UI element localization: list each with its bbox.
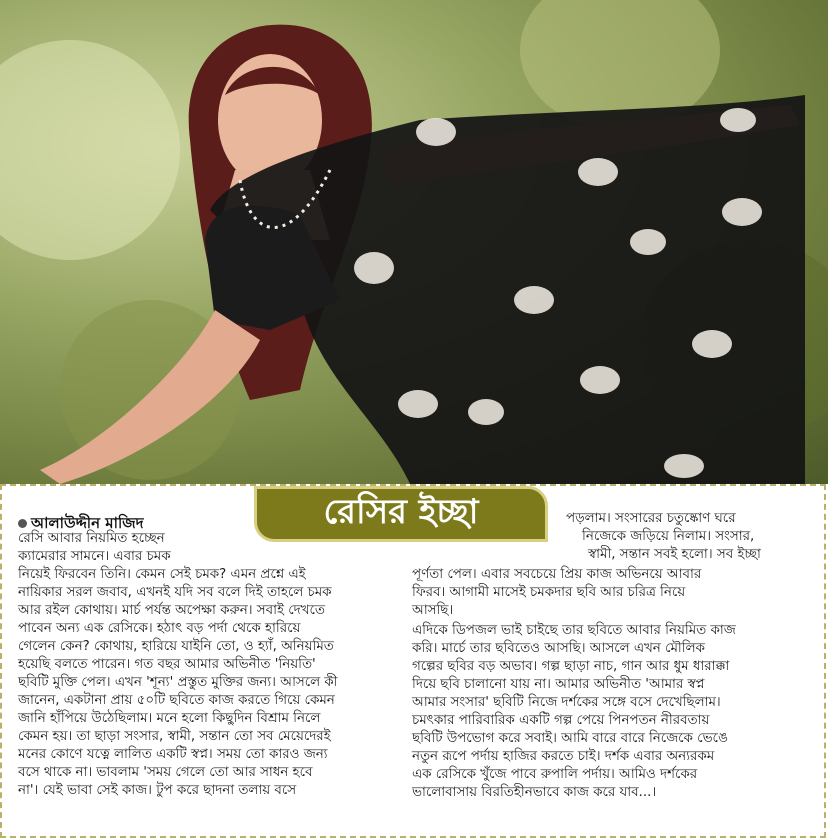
body-line: জানেন, একটানা প্রায় ৫০টি ছবিতে কাজ করতে গিয়ে কেমন [18, 693, 335, 708]
body-line: ছবিটি উপভোগ করে সবাই। আমি বারে বারে নিজেকে ভেঙে [412, 731, 728, 746]
article-title: রেসির ইচ্ছা [254, 486, 548, 542]
body-line: এদিকে ডিপজল ভাই চাইছে তার ছবিতে আবার নিয়মিত কাজ [412, 623, 736, 638]
body-line: পূর্ণতা পেল। এবার সবচেয়ে প্রিয় কাজ অভিনয়ে আবার [412, 567, 702, 582]
body-line: স্বামী, সন্তান সবই হলো। সব ইচ্ছা [588, 547, 761, 562]
body-line: দিয়ে ছবি চালানো যায় না। আমার অভিনীত 'আমার স্বপ্ন [412, 677, 705, 692]
body-line: করি। মার্চে তার ছবিতেও আসছি। আসলে এখন মৌলিক [412, 641, 705, 656]
body-line: ভালোবাসায় বিরতিহীনভাবে কাজ করে যাব...। [412, 785, 657, 800]
body-line: রেসি আবার নিয়মিত হচ্ছেন [18, 531, 165, 546]
body-line: এক রেসিকে খুঁজে পাবে রুপালি পর্দায়। আমিও দর্শকের [412, 767, 698, 782]
body-line: আসছি। [412, 603, 454, 618]
body-line: পড়লাম। সংসারের চতুষ্কোণ ঘরে [566, 511, 736, 526]
body-line: আর রইল কোথায়। মার্চ পর্যন্ত অপেক্ষা করুন। সবাই দেখতে [18, 603, 325, 618]
body-line: কেমন হয়। তা ছাড়া সংসার, স্বামী, সন্তান তো সব মেয়েদেরই [18, 729, 331, 744]
body-line: পাবেন অন্য এক রেসিকে। হঠাৎ বড় পর্দা থেকে হারিয়ে [18, 621, 301, 636]
body-line: নিজেকে জড়িয়ে নিলাম। সংসার, [582, 529, 755, 544]
body-line: বসে থাকে না। ভাবলাম 'সময় গেলে তো আর সাধন হবে [18, 765, 313, 780]
body-line: গেলেন কেন? কোথায়, হারিয়ে যাইনি তো, ও হ্যাঁ, অনিয়মিত [18, 639, 334, 654]
body-line: ছবিটি মুক্তি পেল। এখন 'শূন্য' প্রস্তুত মুক্তির জন্য। আসলে কী [18, 675, 338, 690]
body-line: নিয়েই ফিরবেন তিনি। কেমন সেই চমক? এমন প্রশ্নে এই [18, 567, 306, 582]
body-line: গল্পের ছবির বড় অভাব। গল্প ছাড়া নাচ, গান আর ধুম ধারাক্কা [412, 659, 730, 674]
body-line: ক্যামেরার সামনে। এবার চমক [18, 549, 171, 564]
body-line: হয়েছি বলতে পারেন। গত বছর আমার অভিনীত 'নিয়তি' [18, 657, 316, 672]
body-line: না'। যেই ভাবা সেই কাজ। টুপ করে ছাদনা তলায় বসে [18, 783, 297, 798]
body-line: নতুন রূপে পর্দায় হাজির করতে চাই। দর্শক এবার অন্যরকম [412, 749, 715, 764]
body-line: চমৎকার পারিবারিক একটি গল্প পেয়ে পিনপতন নীরবতায় [412, 713, 710, 728]
body-line: নায়িকার সরল জবাব, এখনই যদি সব বলে দিই তাহলে চমক [18, 585, 332, 600]
bullet-icon [18, 519, 27, 528]
body-line: মনের কোণে যত্নে লালিত একটি স্বপ্ন। সময় তো কারও জন্য [18, 747, 328, 762]
body-line: ফিরব। আগামী মাসেই চমকদার ছবি আর চরিত্র নিয়ে [412, 585, 686, 600]
body-line: আমার সংসার' ছবিটি নিজে দর্শকের সঙ্গে বসে দেখেছিলাম। [412, 695, 721, 710]
body-line: জানি হাঁপিয়ে উঠেছিলাম। মনে হলো কিছুদিন বিশ্রাম নিলে [18, 711, 321, 726]
author-name: আলাউদ্দীন মাজিদ [31, 514, 144, 532]
